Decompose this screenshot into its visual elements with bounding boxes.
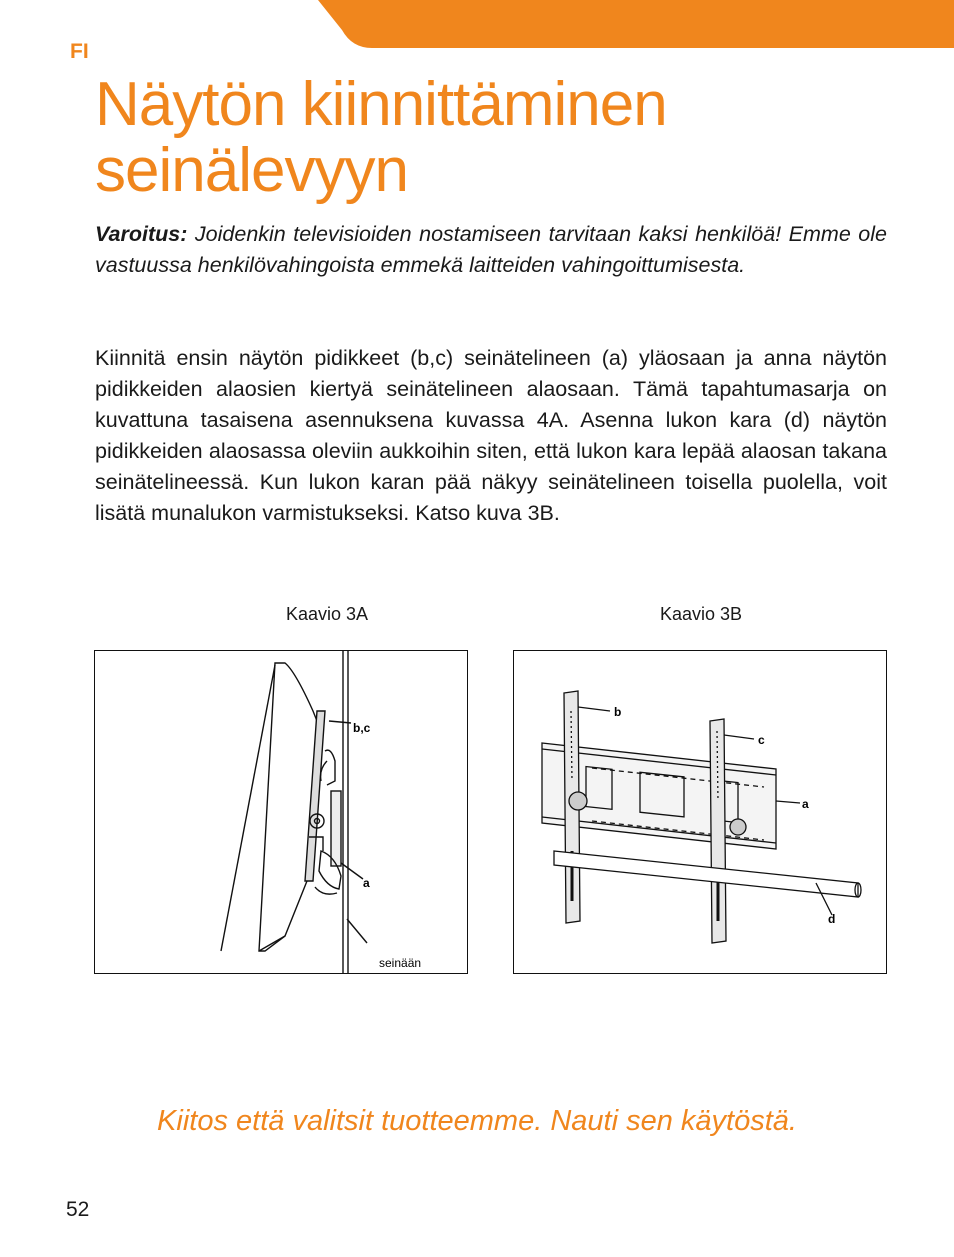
warning-paragraph	[95, 219, 887, 281]
page-title-line1: Näytön kiinnittäminen	[95, 70, 667, 139]
figure-3a-label-bc: b,c	[353, 721, 371, 735]
header-orange-tab	[0, 0, 954, 52]
page-title-line2: seinälevyyn	[95, 136, 408, 205]
figure-3a-label-wall: seinään	[379, 956, 422, 970]
figure-3b-label-a: a	[802, 797, 809, 811]
warning-text: Joidenkin televisioiden nostamiseen tarvitaan kaksi henkilöä! Emme ole vastuussa henkilövahingoista emmekä laitteiden vahingoittumisesta.	[95, 222, 887, 277]
warning-label: Varoitus:	[95, 222, 188, 246]
figure-3b-drawing	[514, 651, 886, 973]
figure-3a-label-a: a	[363, 876, 370, 890]
figure-3b-label-b: b	[614, 705, 622, 719]
figure-3a-caption: Kaavio 3A	[285, 604, 369, 624]
language-code: FI	[70, 40, 89, 63]
figure-3a-drawing	[95, 651, 467, 973]
figure-3a	[94, 650, 468, 974]
figure-3b	[513, 650, 887, 974]
thank-you-message: Kiitos että valitsit tuotteemme. Nauti sen käytöstä.	[157, 1105, 797, 1137]
figure-3b-label-d: d	[828, 912, 836, 926]
figure-3b-caption: Kaavio 3B	[659, 604, 743, 624]
page-number: 52	[66, 1198, 90, 1221]
instructions-paragraph: Kiinnitä ensin näytön pidikkeet (b,c) seinätelineen (a) yläosaan ja anna näytön pidikkeiden alaosien kiertyä seinätelineen alaosaan. Tämä tapahtumasarja on kuvattuna tasaisena asennuksena kuvassa 4A. Asenna lukon kara (d) näytön pidikkeiden alaosassa oleviin aukkoihin siten, että lukon kara lepää alaosan takana seinätelineessä. Kun lukon karan pää näkyy seinätelineen toisella puolella, voit lisätä munalukon varmistukseksi. Katso kuva 3B.	[95, 346, 887, 525]
figure-3b-label-c: c	[758, 733, 765, 747]
page-title	[95, 72, 915, 204]
